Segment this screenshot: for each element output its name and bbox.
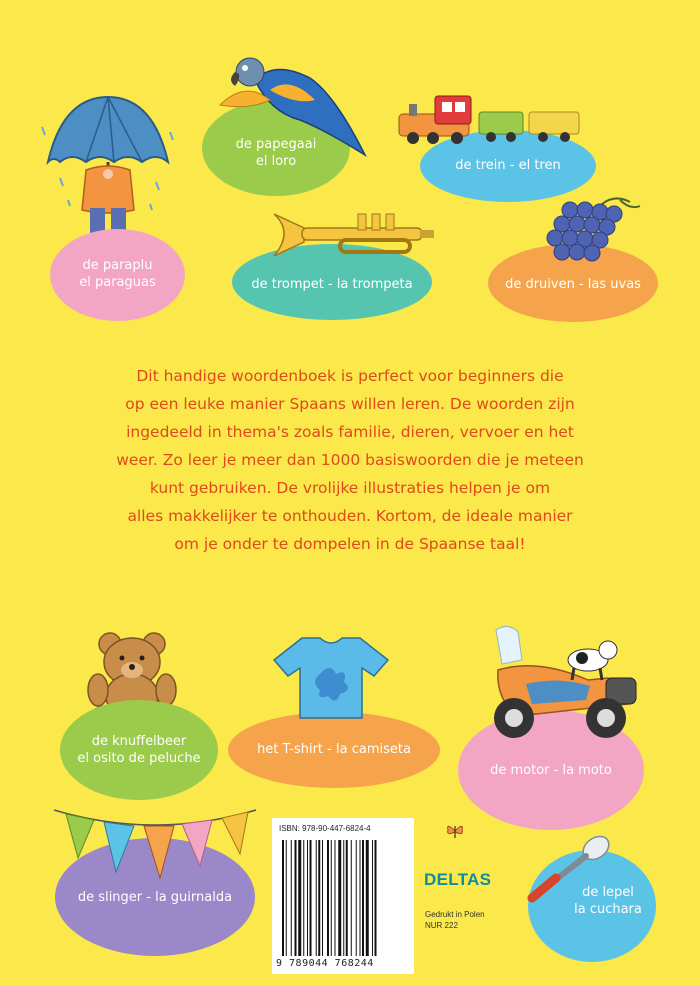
print-info bbox=[425, 909, 485, 931]
barcode-bar bbox=[282, 840, 284, 956]
publisher-logo: DELTAS bbox=[424, 870, 492, 889]
label-knuffelbeer-es: el osito de peluche bbox=[77, 751, 201, 766]
barcode-bar bbox=[343, 840, 344, 956]
label-tshirt bbox=[228, 741, 440, 758]
label-papegaai bbox=[202, 136, 350, 170]
label-papegaai-nl: de papegaai bbox=[235, 137, 317, 152]
description-line: weer. Zo leer je meer dan 1000 basiswoorden die je meteen bbox=[116, 451, 584, 469]
description-line: op een leuke manier Spaans willen leren. De woorden zijn bbox=[125, 395, 575, 413]
barcode-bar bbox=[286, 840, 287, 956]
barcode-bar bbox=[327, 840, 329, 956]
label-trompet-text: de trompet - la trompeta bbox=[251, 277, 413, 292]
label-trein-text: de trein - el tren bbox=[455, 158, 561, 173]
barcode-number: 9 789044 768244 bbox=[276, 958, 374, 969]
barcode-bar bbox=[318, 840, 320, 956]
barcode-bar bbox=[307, 840, 308, 956]
description-text bbox=[70, 362, 630, 558]
train-illustration bbox=[395, 88, 585, 150]
label-slinger bbox=[55, 889, 255, 906]
label-lepel-nl: de lepel bbox=[582, 885, 634, 900]
barcode bbox=[272, 818, 414, 974]
grapes-illustration bbox=[540, 192, 650, 268]
barcode-bar bbox=[291, 840, 292, 956]
barcode-bar bbox=[298, 840, 301, 956]
barcode-bar bbox=[346, 840, 348, 956]
label-paraplu bbox=[50, 257, 185, 291]
label-druiven-text: de druiven - las uvas bbox=[505, 277, 641, 292]
label-paraplu-es: el paraguas bbox=[79, 275, 156, 290]
label-lepel bbox=[568, 884, 648, 918]
label-paraplu-nl: de paraplu bbox=[82, 258, 153, 273]
label-knuffelbeer-nl: de knuffelbeer bbox=[91, 734, 187, 749]
barcode-bar bbox=[335, 840, 336, 956]
barcode-bar bbox=[310, 840, 312, 956]
umbrella-illustration bbox=[38, 92, 178, 252]
label-tshirt-text: het T-shirt - la camiseta bbox=[257, 742, 411, 757]
barcode-bar bbox=[331, 840, 332, 956]
label-slinger-text: de slinger - la guirnalda bbox=[77, 890, 233, 905]
description-line: ingedeeld in thema's zoals familie, dieren, vervoer en het bbox=[126, 423, 574, 441]
barcode-bar bbox=[360, 840, 361, 956]
description-line: alles makkelijker te onthouden. Kortom, de ideale manier bbox=[127, 507, 573, 525]
tshirt-illustration bbox=[272, 634, 390, 720]
printed-in: Gedrukt in Polen bbox=[425, 910, 485, 919]
barcode-bar bbox=[362, 840, 364, 956]
label-knuffelbeer bbox=[60, 733, 218, 767]
scooter-illustration bbox=[478, 620, 646, 744]
description-line: om je onder te dompelen in de Spaanse taal! bbox=[174, 535, 526, 553]
isbn-text: ISBN: 978-90-447-6824-4 bbox=[279, 824, 371, 833]
barcode-bar bbox=[303, 840, 304, 956]
barcode-bar bbox=[322, 840, 323, 956]
barcode-bar bbox=[375, 840, 377, 956]
label-motor-text: de motor - la moto bbox=[490, 763, 612, 778]
garland-illustration bbox=[50, 800, 260, 884]
trumpet-illustration bbox=[270, 204, 440, 266]
barcode-bar bbox=[351, 840, 352, 956]
nur-code: NUR 222 bbox=[425, 921, 458, 930]
barcode-bar bbox=[295, 840, 297, 956]
label-trompet bbox=[232, 276, 432, 293]
label-papegaai-es: el loro bbox=[255, 154, 297, 169]
barcode-bar bbox=[372, 840, 373, 956]
description-line: Dit handige woordenboek is perfect voor beginners die bbox=[136, 367, 564, 385]
label-motor bbox=[458, 762, 644, 779]
label-lepel-es: la cuchara bbox=[574, 902, 642, 917]
description-line: kunt gebruiken. De vrolijke illustraties helpen je om bbox=[149, 479, 551, 497]
barcode-bar bbox=[338, 840, 341, 956]
label-trein bbox=[420, 157, 596, 174]
barcode-bar bbox=[366, 840, 369, 956]
barcode-bar bbox=[316, 840, 317, 956]
barcode-bar bbox=[356, 840, 357, 956]
label-druiven bbox=[488, 276, 658, 293]
barcode-bars bbox=[282, 840, 404, 956]
butterfly-icon bbox=[444, 820, 466, 842]
